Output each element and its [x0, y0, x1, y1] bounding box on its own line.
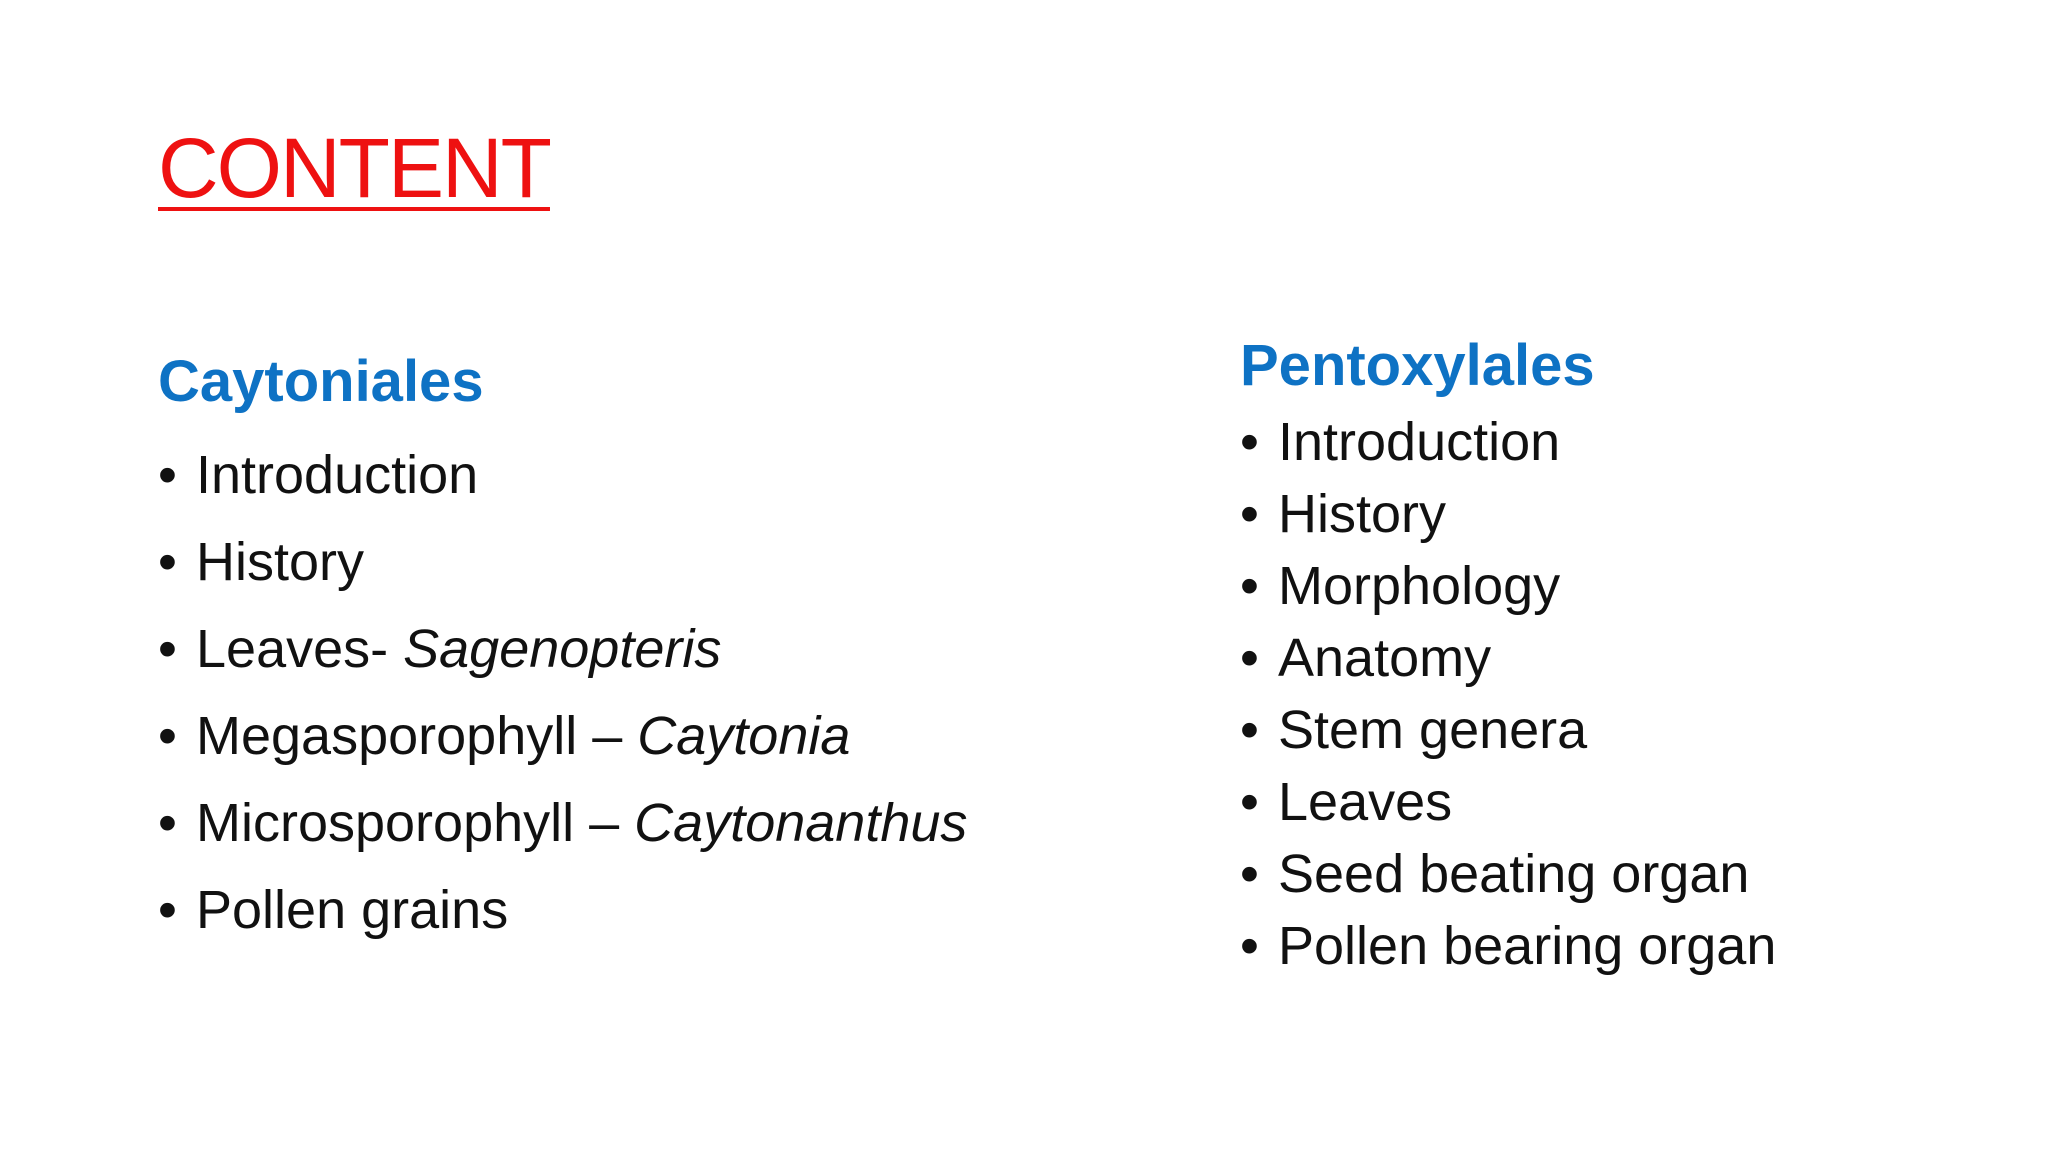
- list-item: • Stem genera: [1240, 694, 2020, 766]
- list-item: • Morphology: [1240, 550, 2020, 622]
- item-text: History: [196, 532, 365, 592]
- caytoniales-heading: Caytoniales: [158, 349, 484, 414]
- list-item: [158, 693, 1158, 780]
- item-italic-text: Sagenopteris: [403, 619, 722, 679]
- caytoniales-list: [158, 432, 1158, 954]
- list-item: [158, 519, 1158, 606]
- item-italic-text: Caytonia: [637, 706, 851, 766]
- slide-title: CONTENT: [158, 121, 550, 215]
- list-item: • Introduction: [1240, 406, 2020, 478]
- item-italic-text: Caytonanthus: [634, 793, 968, 853]
- pentoxylales-heading: Pentoxylales: [1240, 333, 1595, 398]
- item-text: Microsporophyll –: [196, 793, 635, 853]
- list-item: [158, 606, 1158, 693]
- list-item: • Pollen bearing organ: [1240, 910, 2020, 982]
- list-item: [158, 432, 1158, 519]
- list-item: • History: [1240, 478, 2020, 550]
- item-text: Leaves-: [196, 619, 404, 679]
- list-item: • Seed beating organ: [1240, 838, 2020, 910]
- caytoniales-column: [158, 346, 1158, 954]
- item-text: Pollen grains: [196, 880, 509, 940]
- pentoxylales-column: [1240, 330, 2020, 982]
- item-text: Introduction: [196, 445, 479, 505]
- list-item: [158, 780, 1158, 867]
- list-item: • Leaves: [1240, 766, 2020, 838]
- pentoxylales-list: [1240, 406, 2020, 982]
- list-item: • Anatomy: [1240, 622, 2020, 694]
- item-text: Megasporophyll –: [196, 706, 638, 766]
- list-item: [158, 867, 1158, 954]
